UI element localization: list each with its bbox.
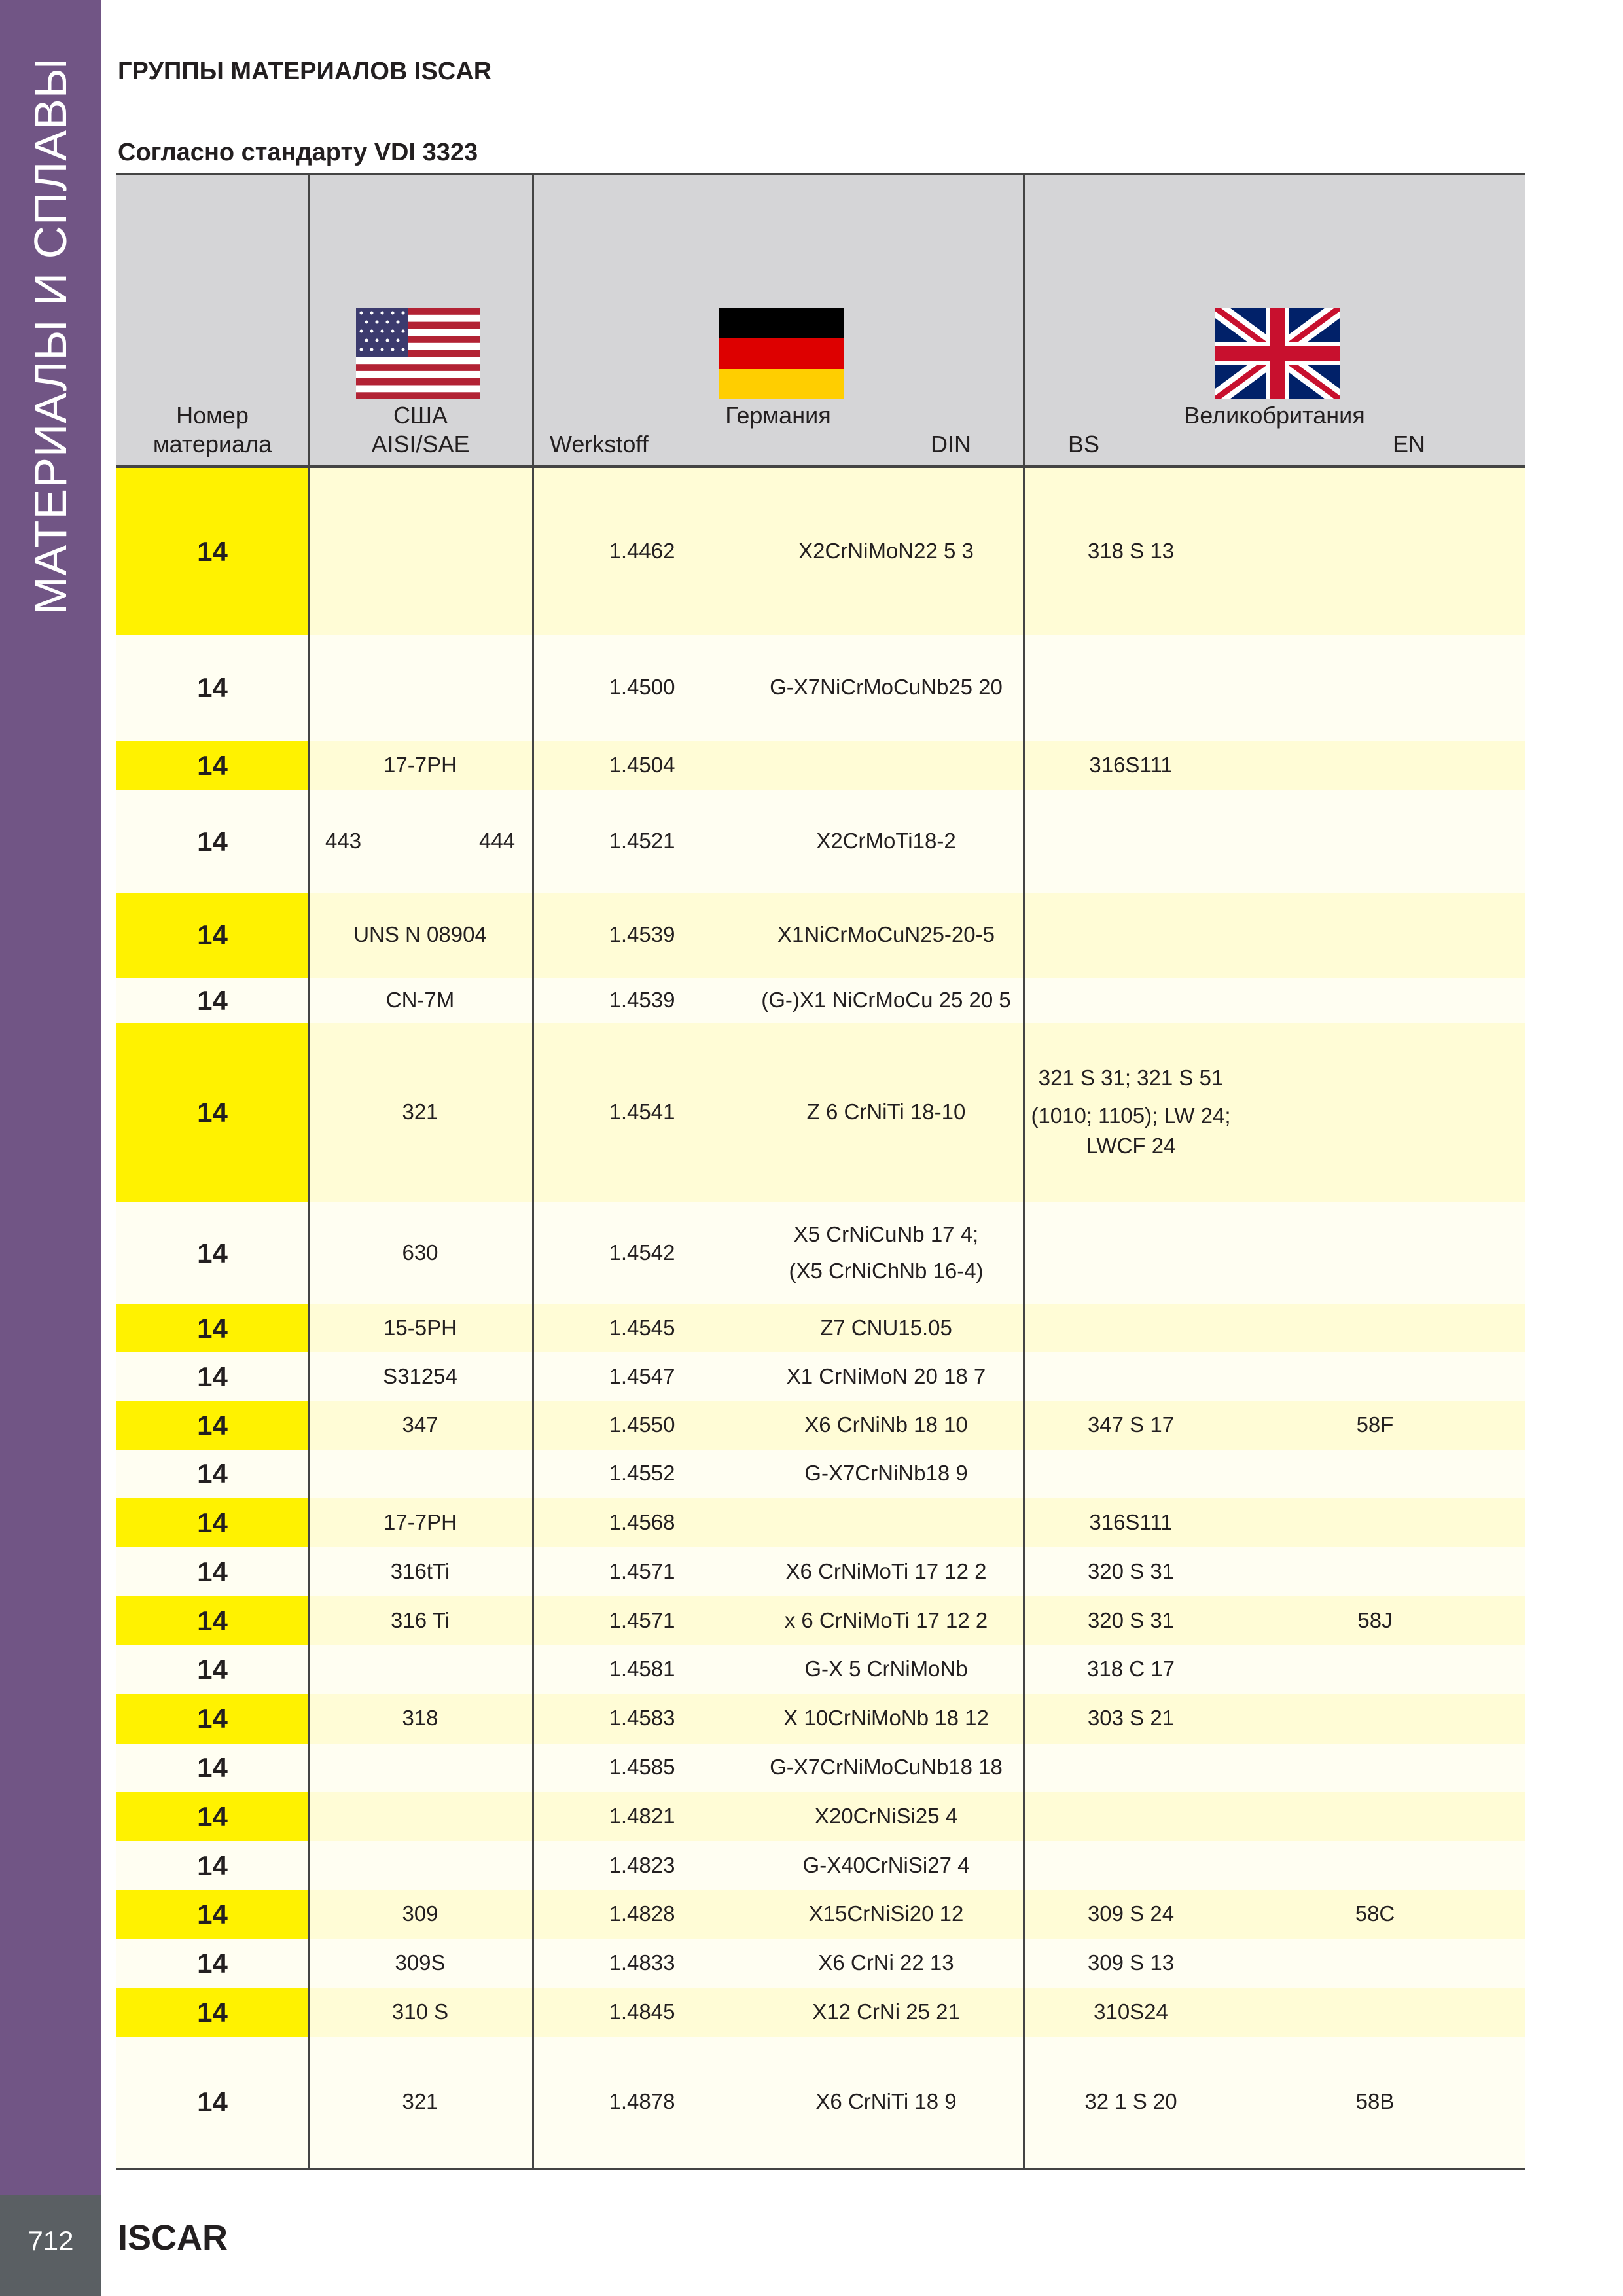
material-number: 14 (197, 672, 228, 703)
header-uk: Великобритания (1184, 402, 1365, 429)
table-row (116, 1596, 1525, 1645)
werkstoff-value: 1.4571 (609, 1607, 675, 1632)
header-werkstoff: Werkstoff (550, 431, 649, 457)
material-number: 14 (197, 825, 228, 857)
din-value: X6 CrNi 22 13 (818, 1950, 954, 1975)
din-value: x 6 CrNiMoTi 17 12 2 (784, 1607, 988, 1632)
table-row (116, 1890, 1525, 1939)
werkstoff-value: 1.4585 (609, 1755, 675, 1779)
din-value: X 10CrNiMoNb 18 12 (783, 1706, 989, 1730)
werkstoff-value: 1.4571 (609, 1558, 675, 1583)
bs-value: 318 C 17 (1087, 1657, 1175, 1681)
en-value: 58J (1357, 1607, 1393, 1632)
header-material-no-line1: Номер (176, 402, 249, 429)
material-number: 14 (197, 535, 228, 567)
materials-table (116, 173, 1525, 2170)
en-value: 58B (1355, 2089, 1395, 2113)
din-value: X20CrNiSi25 4 (814, 1803, 958, 1828)
material-number: 14 (197, 984, 228, 1016)
werkstoff-value: 1.4550 (609, 1412, 675, 1437)
aisi-value: 444 (479, 828, 516, 853)
din-value: X6 CrNiNb 18 10 (804, 1412, 968, 1437)
werkstoff-value: 1.4539 (609, 987, 675, 1012)
werkstoff-value: 1.4583 (609, 1706, 675, 1730)
uk-flag-icon (1215, 308, 1340, 399)
werkstoff-value: 1.4500 (609, 675, 675, 699)
column-divider (308, 173, 310, 2170)
aisi-value: 316 Ti (391, 1607, 450, 1632)
din-value: X2CrMoTi18-2 (816, 828, 956, 853)
page-number: 712 (27, 2225, 74, 2256)
din-value: Z 6 CrNiTi 18-10 (806, 1099, 966, 1124)
header-germany: Германия (725, 402, 831, 429)
din-value: G-X7CrNiMoCuNb18 18 (770, 1755, 1003, 1779)
table-row (116, 790, 1525, 893)
table-top-rule (116, 173, 1525, 175)
bs-value: 316S111 (1089, 752, 1173, 777)
werkstoff-value: 1.4845 (609, 1999, 675, 2024)
material-number: 14 (197, 1361, 228, 1392)
bs-value: 32 1 S 20 (1084, 2089, 1177, 2113)
aisi-value: 630 (402, 1240, 438, 1265)
table-header-rule (116, 465, 1525, 468)
side-tab (0, 0, 101, 2296)
din-value: X5 CrNiCuNb 17 4; (793, 1221, 979, 1246)
table-row (116, 1450, 1525, 1498)
material-number: 14 (197, 1654, 228, 1685)
material-number: 14 (197, 1507, 228, 1538)
material-number: 14 (197, 920, 228, 950)
aisi-value: 309 (402, 1901, 438, 1926)
material-number: 14 (197, 1996, 228, 2028)
werkstoff-value: 1.4521 (609, 828, 675, 853)
side-tab-label: МАТЕРИАЛЫ И СПЛАВЫ (25, 57, 76, 615)
material-number: 14 (197, 1556, 228, 1587)
header-din: DIN (931, 431, 971, 457)
material-number: 14 (197, 1237, 228, 1268)
usa-flag-icon (356, 308, 480, 399)
aisi-value: 321 (402, 2089, 438, 2113)
table-row (116, 2037, 1525, 2168)
material-number: 14 (197, 1703, 228, 1734)
din-value: G-X40CrNiSi27 4 (802, 1852, 970, 1877)
werkstoff-value: 1.4541 (609, 1099, 675, 1124)
werkstoff-value: 1.4833 (609, 1950, 675, 1975)
werkstoff-value: 1.4462 (609, 538, 675, 563)
material-number: 14 (197, 749, 228, 781)
column-divider (532, 173, 534, 2170)
header-usa-line2: AISI/SAE (371, 431, 470, 457)
aisi-value: S31254 (383, 1363, 457, 1388)
bs-value: 318 S 13 (1087, 538, 1175, 563)
en-value: 58C (1355, 1901, 1395, 1926)
header-bs: BS (1068, 431, 1100, 457)
table-row (116, 1023, 1525, 1202)
din-value: G-X7NiCrMoCuNb25 20 (770, 675, 1003, 699)
table-row (116, 741, 1525, 790)
din-value: G-X7CrNiNb18 9 (804, 1461, 968, 1485)
material-number: 14 (197, 1096, 228, 1128)
material-number: 14 (197, 1899, 228, 1929)
table-bottom-rule (116, 2168, 1525, 2170)
column-divider (1023, 173, 1025, 2170)
material-number: 14 (197, 1410, 228, 1441)
aisi-value: UNS N 08904 (353, 922, 487, 946)
din-value: G-X 5 CrNiMoNb (804, 1657, 968, 1681)
werkstoff-value: 1.4878 (609, 2089, 675, 2113)
germany-flag-icon (719, 308, 844, 399)
aisi-value: 347 (402, 1412, 438, 1437)
bs-value: 347 S 17 (1087, 1412, 1175, 1437)
page-title: ГРУППЫ МАТЕРИАЛОВ ISCAR (118, 58, 492, 85)
werkstoff-value: 1.4545 (609, 1315, 675, 1340)
material-number: 14 (197, 2087, 228, 2117)
material-number: 14 (197, 1605, 228, 1636)
table-row (116, 978, 1525, 1023)
table-row (116, 635, 1525, 741)
en-value: 58F (1356, 1412, 1394, 1437)
werkstoff-value: 1.4821 (609, 1803, 675, 1828)
din-value: X1NiCrMoCuN25-20-5 (777, 922, 995, 946)
din-value: X12 CrNi 25 21 (812, 1999, 960, 2024)
werkstoff-value: 1.4542 (609, 1240, 675, 1265)
table-row (116, 893, 1525, 978)
werkstoff-value: 1.4552 (609, 1461, 675, 1485)
table-header (116, 173, 1525, 467)
werkstoff-value: 1.4568 (609, 1509, 675, 1534)
aisi-value: CN-7M (385, 987, 455, 1012)
aisi-value: 310 S (391, 1999, 449, 2024)
material-number: 14 (197, 1850, 228, 1881)
table-row (116, 1352, 1525, 1401)
werkstoff-value: 1.4547 (609, 1363, 675, 1388)
page-subtitle: Согласно стандарту VDI 3323 (118, 139, 478, 166)
werkstoff-value: 1.4539 (609, 922, 675, 946)
bs-value: 309 S 13 (1087, 1950, 1175, 1975)
bs-value: 316S111 (1089, 1509, 1173, 1534)
din-value: (X5 CrNiChNb 16-4) (789, 1258, 984, 1283)
aisi-value: 321 (402, 1099, 438, 1124)
din-value: X1 CrNiMoN 20 18 7 (786, 1363, 986, 1388)
table-row (116, 1841, 1525, 1890)
header-en: EN (1393, 431, 1426, 457)
table-row (116, 1744, 1525, 1792)
material-number: 14 (197, 1458, 228, 1489)
footer-brand: ISCAR (118, 2218, 228, 2257)
table-row (116, 1202, 1525, 1304)
table-row (116, 1988, 1525, 2037)
table-row (116, 1645, 1525, 1694)
bs-value: 309 S 24 (1087, 1901, 1175, 1926)
aisi-value: 17-7PH (383, 1509, 457, 1534)
table-row (116, 1401, 1525, 1450)
bs-value: (1010; 1105); LW 24; (1031, 1103, 1231, 1128)
aisi-value: 443 (325, 828, 362, 853)
table-row (116, 1547, 1525, 1596)
bs-value: 321 S 31; 321 S 51 (1038, 1065, 1224, 1090)
aisi-value: 15-5PH (383, 1315, 457, 1340)
material-number: 14 (197, 1752, 228, 1783)
material-number: 14 (197, 1801, 228, 1832)
material-number: 14 (197, 1312, 228, 1344)
bs-value: 320 S 31 (1087, 1558, 1175, 1583)
werkstoff-value: 1.4828 (609, 1901, 675, 1926)
header-material-no-line2: материала (152, 431, 272, 457)
bs-value: 320 S 31 (1087, 1607, 1175, 1632)
werkstoff-value: 1.4504 (609, 752, 675, 777)
bs-value: LWCF 24 (1086, 1133, 1176, 1158)
aisi-value: 309S (395, 1950, 446, 1975)
din-value: (G-)X1 NiCrMoCu 25 20 5 (761, 987, 1011, 1012)
table-row (116, 468, 1525, 635)
werkstoff-value: 1.4581 (609, 1657, 675, 1681)
table-row (116, 1792, 1525, 1841)
din-value: X6 CrNiMoTi 17 12 2 (785, 1558, 987, 1583)
header-usa-line1: США (393, 402, 448, 429)
material-number: 14 (197, 1947, 228, 1979)
aisi-value: 316tTi (390, 1558, 450, 1583)
table-row (116, 1498, 1525, 1547)
bs-value: 310S24 (1094, 1999, 1168, 2024)
werkstoff-value: 1.4823 (609, 1852, 675, 1877)
table-row (116, 1694, 1525, 1744)
aisi-value: 17-7PH (383, 752, 457, 777)
bs-value: 303 S 21 (1087, 1706, 1175, 1730)
aisi-value: 318 (402, 1706, 438, 1730)
table-row (116, 1939, 1525, 1988)
din-value: Z7 CNU15.05 (820, 1315, 952, 1340)
table-row (116, 1304, 1525, 1352)
din-value: X6 CrNiTi 18 9 (815, 2089, 957, 2113)
din-value: X15CrNiSi20 12 (808, 1901, 964, 1926)
din-value: X2CrNiMoN22 5 3 (798, 538, 974, 563)
